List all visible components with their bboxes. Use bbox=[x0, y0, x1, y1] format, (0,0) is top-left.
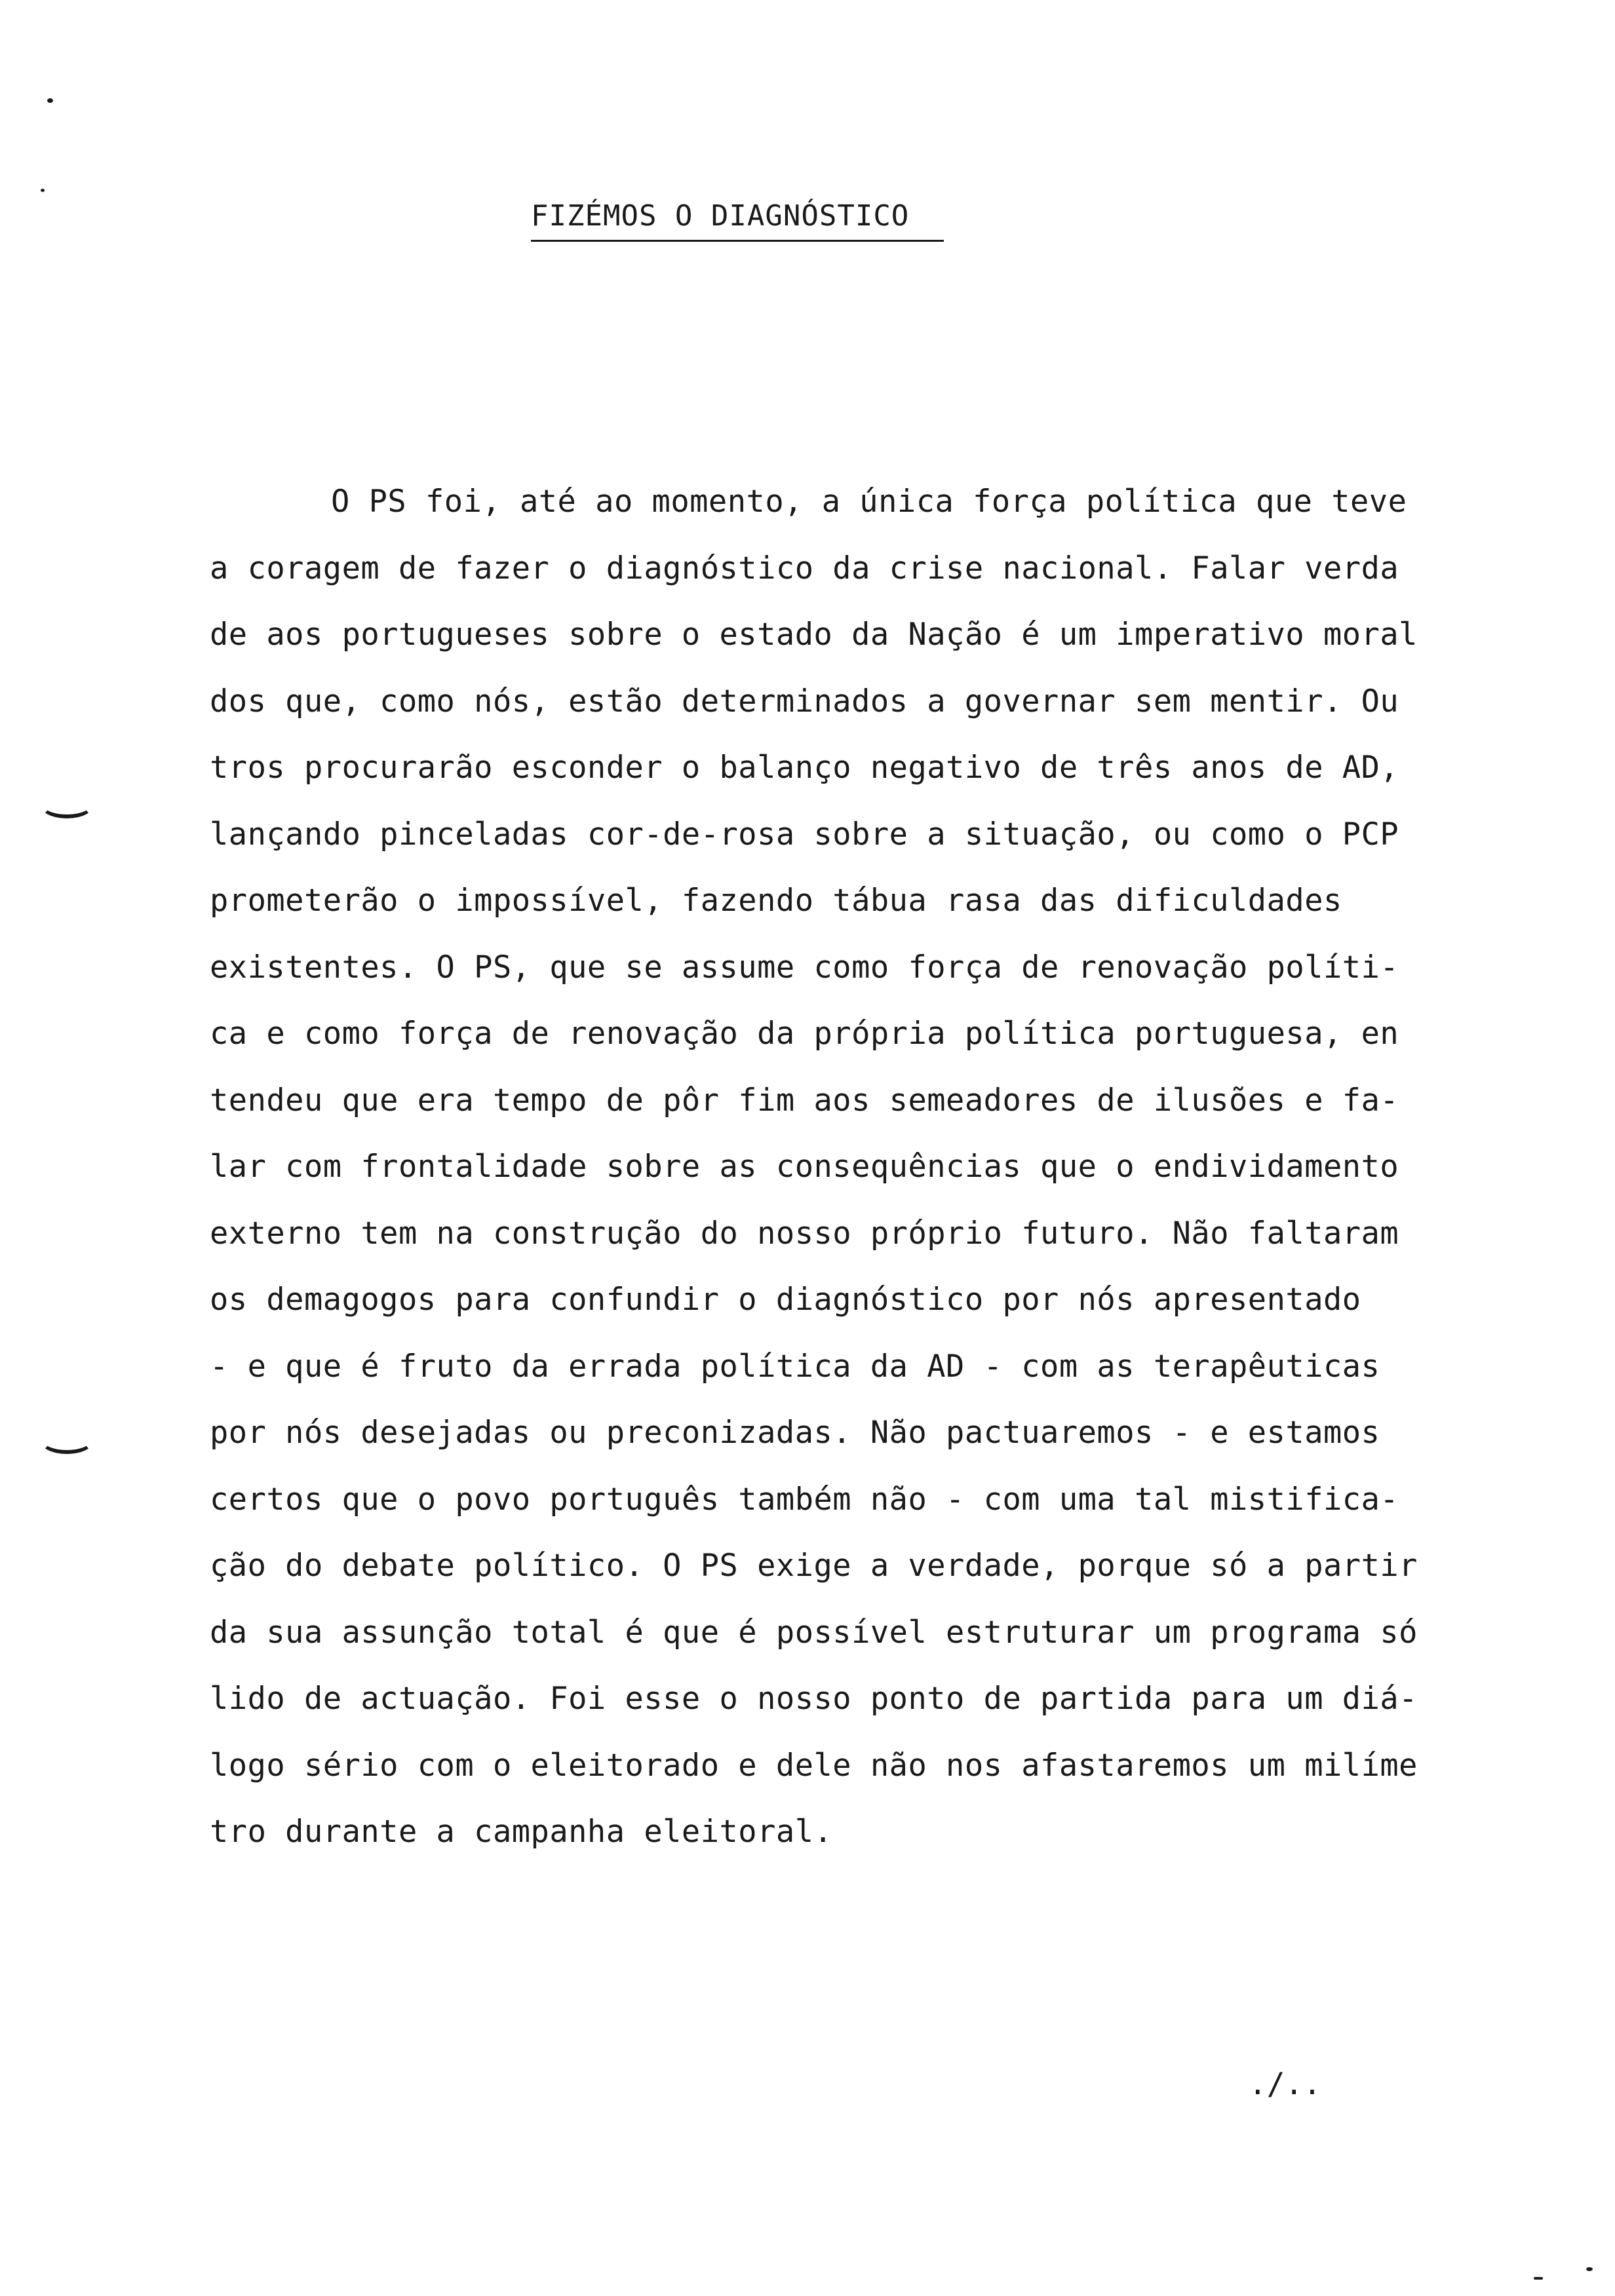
text-line: O PS foi, até ao momento, a única força política que teve bbox=[331, 484, 1407, 520]
scan-speck bbox=[41, 189, 45, 192]
text-line: certos que o povo português também não - com uma tal mistifica- bbox=[210, 1481, 1399, 1518]
text-line: logo sério com o eleitorado e dele não nos afastaremos um milíme bbox=[210, 1747, 1418, 1784]
text-line: a coragem de fazer o diagnóstico da crise nacional. Falar verda bbox=[210, 550, 1399, 586]
text-line: - e que é fruto da errada política da AD - com as terapêuticas bbox=[210, 1348, 1380, 1385]
scan-speck bbox=[47, 98, 53, 103]
page-continuation-mark: ./.. bbox=[1249, 2066, 1321, 2101]
text-line: da sua assunção total é que é possível estruturar um programa só bbox=[210, 1614, 1418, 1651]
text-line: lido de actuação. Foi esse o nosso ponto de partida para um diá- bbox=[210, 1681, 1418, 1717]
scan-speck bbox=[1586, 2267, 1593, 2271]
scan-speck bbox=[1534, 2277, 1543, 2280]
text-line: os demagogos para confundir o diagnóstico por nós apresentado bbox=[210, 1282, 1361, 1318]
text-line: externo tem na construção do nosso próprio futuro. Não faltaram bbox=[210, 1215, 1399, 1252]
margin-mark bbox=[41, 1428, 93, 1454]
margin-mark bbox=[41, 793, 93, 818]
text-line: tro durante a campanha eleitoral. bbox=[210, 1814, 833, 1850]
text-line: tros procurarão esconder o balanço negativo de três anos de AD, bbox=[210, 750, 1399, 786]
text-line: de aos portugueses sobre o estado da Nação é um imperativo moral bbox=[210, 617, 1418, 653]
text-line: por nós desejadas ou preconizadas. Não pactuaremos - e estamos bbox=[210, 1415, 1380, 1451]
document-title: FIZÉMOS O DIAGNÓSTICO bbox=[531, 197, 944, 242]
text-line: ção do debate político. O PS exige a verdade, porque só a partir bbox=[210, 1548, 1418, 1584]
text-line: dos que, como nós, estão determinados a governar sem mentir. Ou bbox=[210, 683, 1399, 719]
text-line: lar com frontalidade sobre as consequências que o endividamento bbox=[210, 1149, 1399, 1185]
text-line: lançando pinceladas cor-de-rosa sobre a situação, ou como o PCP bbox=[210, 816, 1399, 852]
body-paragraph bbox=[210, 469, 1468, 1866]
text-line: tendeu que era tempo de pôr fim aos semeadores de ilusões e fa- bbox=[210, 1082, 1399, 1119]
text-line: prometerão o impossível, fazendo tábua rasa das dificuldades bbox=[210, 883, 1342, 919]
text-line: ca e como força de renovação da própria política portuguesa, en bbox=[210, 1016, 1399, 1052]
text-line: existentes. O PS, que se assume como força de renovação políti- bbox=[210, 949, 1399, 985]
